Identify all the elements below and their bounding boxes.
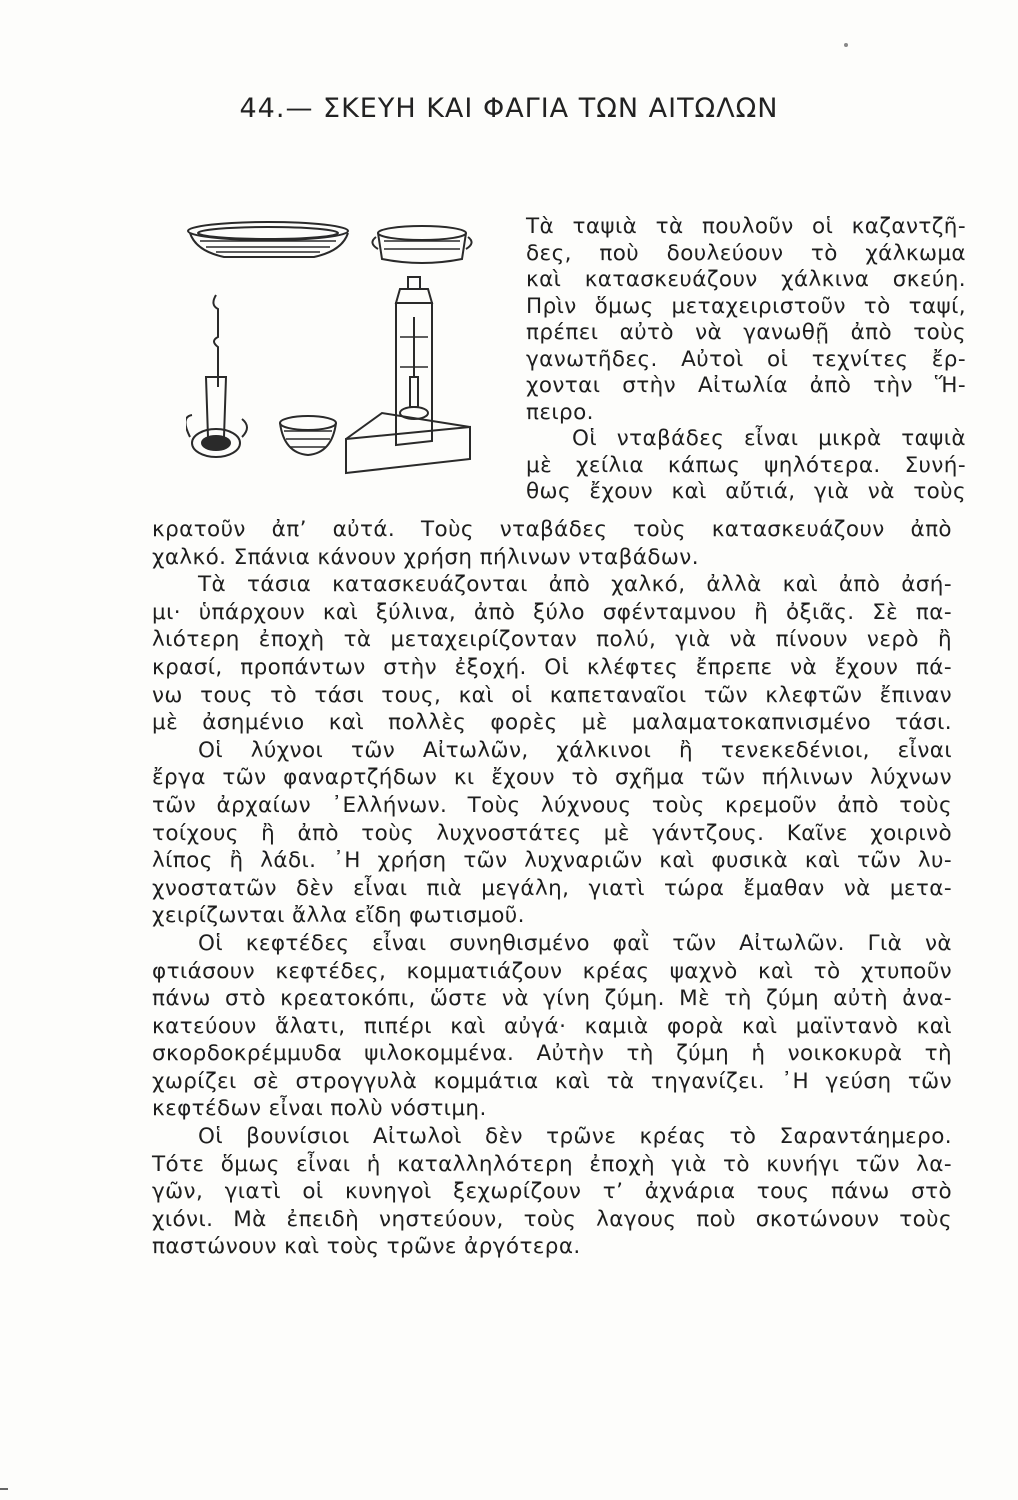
text-line: παστώνουν καὶ τοὺς τρῶνε ἀργότερα. bbox=[152, 1234, 581, 1260]
text-line: πειρο. bbox=[526, 399, 594, 425]
bowl-icon bbox=[280, 416, 336, 455]
text-line: γανωτῆδες. Αὐτοὶ οἱ τεχνίτες ἔρ- bbox=[526, 346, 966, 372]
illustration bbox=[186, 217, 476, 475]
text-line: χονται στὴν Αἰτωλία ἀπὸ τὴν Ἥ- bbox=[526, 373, 966, 398]
text-line: γῶν, γιατὶ οἱ κυνηγοὶ ξεχωρίζουν τ’ ἀχνάρια τους πάνω στὸ bbox=[152, 1179, 952, 1205]
scan-dot bbox=[844, 43, 848, 47]
text-line: θως ἔχουν καὶ αὔτιά, γιὰ νὰ τοὺς bbox=[526, 479, 966, 504]
text-line: καὶ κατασκευάζουν χάλκινα σκεύη. bbox=[526, 267, 966, 292]
copper-tray-icon bbox=[188, 222, 348, 257]
text-line: πάνω στὸ κρεατοκόπι, ὥστε νὰ γίνη ζύμη. Μὲ τὴ ζύμη αὐτὴ ἀνα- bbox=[152, 986, 952, 1012]
text-line: Τὰ ταψιὰ τὰ πουλοῦν οἱ καζαντζῆ- bbox=[526, 214, 966, 239]
text-line: φτιάσουν κεφτέδες, κομματιάζουν κρέας ψαχνὸ καὶ τὸ χτυποῦν bbox=[152, 958, 952, 984]
text-line: τοίχους ἢ ἀπὸ τοὺς λυχνοστάτες μὲ γάντζους. Καῖνε χοιρινὸ bbox=[152, 820, 952, 846]
text-line: μι· ὑπάρχουν καὶ ξύλινα, ἀπὸ ξύλο σφένταμνου ἢ ὀξιᾶς. Σὲ πα- bbox=[152, 599, 952, 625]
text-line: λιότερη ἐποχὴ τὰ μεταχειρίζονταν πολύ, γιὰ νὰ πίνουν νερὸ ἢ bbox=[152, 627, 952, 653]
page-title: 44.— ΣΚΕΥΗ ΚΑΙ ΦΑΓΙΑ ΤΩΝ ΑΙΤΩΛΩΝ bbox=[239, 93, 779, 124]
text-line: χωρίζει σὲ στρογγυλὰ κομμάτια καὶ τὰ τηγανίζει. ᾿Η γεύση τῶν bbox=[152, 1068, 952, 1094]
text-line: κεφτέδων εἶναι πολὺ νόστιμη. bbox=[152, 1096, 487, 1122]
text-line: λίπος ἢ λάδι. ᾿Η χρήση τῶν λυχναριῶν καὶ φυσικὰ καὶ τῶν λυ- bbox=[152, 848, 952, 874]
text-line: πρέπει αὐτὸ νὰ γανωθῇ ἀπὸ τοὺς bbox=[526, 320, 966, 345]
text-line: Οἱ βουνίσιοι Αἰτωλοὶ δὲν τρῶνε κρέας τὸ Σαραντάημερο. bbox=[198, 1124, 952, 1150]
text-line: Τότε ὅμως εἶναι ἡ καταλληλότερη ἐποχὴ γιὰ τὸ κυνήγι τῶν λα- bbox=[152, 1151, 952, 1177]
intro-paragraph bbox=[526, 214, 966, 506]
text-line: χειρίζωνται ἄλλα εἴδη φωτισμοῦ. bbox=[152, 903, 525, 929]
body-paragraphs bbox=[152, 516, 952, 1261]
scan-edge-mark bbox=[0, 1488, 8, 1490]
text-line: χαλκό. Σπάνια κάνουν χρήση πήλινων νταβάδων. bbox=[152, 544, 699, 570]
text-line: χιόνι. Μὰ ἐπειδὴ νηστεύουν, τοὺς λαγους ποὺ σκοτώνουν τοὺς bbox=[152, 1206, 952, 1232]
text-line: Τὰ τάσια κατασκευάζονται ἀπὸ χαλκό, ἀλλὰ καὶ ἀπὸ ἀσή- bbox=[198, 572, 952, 598]
text-line: Οἱ λύχνοι τῶν Αἰτωλῶν, χάλκινοι ἢ τενεκεδένιοι, εἶναι bbox=[198, 737, 952, 763]
text-line: κρατοῦν ἀπ’ αὐτά. Τοὺς νταβάδες τοὺς κατασκευάζουν ἀπὸ bbox=[152, 517, 952, 542]
text-line: Πρὶν ὅμως μεταχειριστοῦν τὸ ταψί, bbox=[526, 293, 966, 319]
text-line: μὲ χείλια κάπως ψηλότερα. Συνή- bbox=[526, 452, 966, 478]
text-line: Οἱ κεφτέδες εἶναι συνηθισμένο φαῒ τῶν Αἰτωλῶν. Γιὰ νὰ bbox=[198, 930, 952, 956]
text-line: ἔργα τῶν φαναρτζήδων κι ἔχουν τὸ σχῆμα τῶν πήλινων λύχνων bbox=[152, 765, 952, 791]
text-line: νω τους τὸ τάσι τους, καὶ οἱ καπεταναῖοι τῶν κλεφτῶν ἔπιναν bbox=[152, 682, 952, 708]
text-line: Οἱ νταβάδες εἶναι μικρὰ ταψιὰ bbox=[572, 426, 966, 451]
text-line: χνοστατῶν δὲν εἶναι πιὰ μεγάλη, γιατὶ τώρα ἔμαθαν νὰ μετα- bbox=[152, 875, 952, 901]
text-line: σκορδοκρέμμυδα ψιλοκομμένα. Αὐτὴν τὴ ζύμη ἡ νοικοκυρὰ τὴ bbox=[152, 1041, 952, 1067]
tray-with-handles-icon bbox=[372, 226, 471, 263]
text-line: μὲ ἀσημένιο καὶ πολλὲς φορὲς μὲ μαλαματοκαπνισμένο τάσι. bbox=[152, 710, 952, 736]
text-line: τῶν ἀρχαίων ᾿Ελλήνων. Τοὺς λύχνους τοὺς κρεμοῦν ἀπὸ τοὺς bbox=[152, 792, 952, 818]
lamp-stand-icon bbox=[346, 277, 470, 473]
text-line: δες, ποὺ δουλεύουν τὸ χάλκωμα bbox=[526, 240, 966, 266]
text-line: κατεύουν ἅλατι, πιπέρι καὶ αὐγά· καμιὰ φορὰ καὶ μαϊντανὸ καὶ bbox=[152, 1013, 952, 1039]
text-line: κρασί, προπάντων στὴν ἐξοχή. Οἱ κλέφτες ἔπρεπε νὰ ἔχουν πά- bbox=[152, 654, 952, 680]
hanging-oil-lamp-icon bbox=[186, 295, 247, 457]
